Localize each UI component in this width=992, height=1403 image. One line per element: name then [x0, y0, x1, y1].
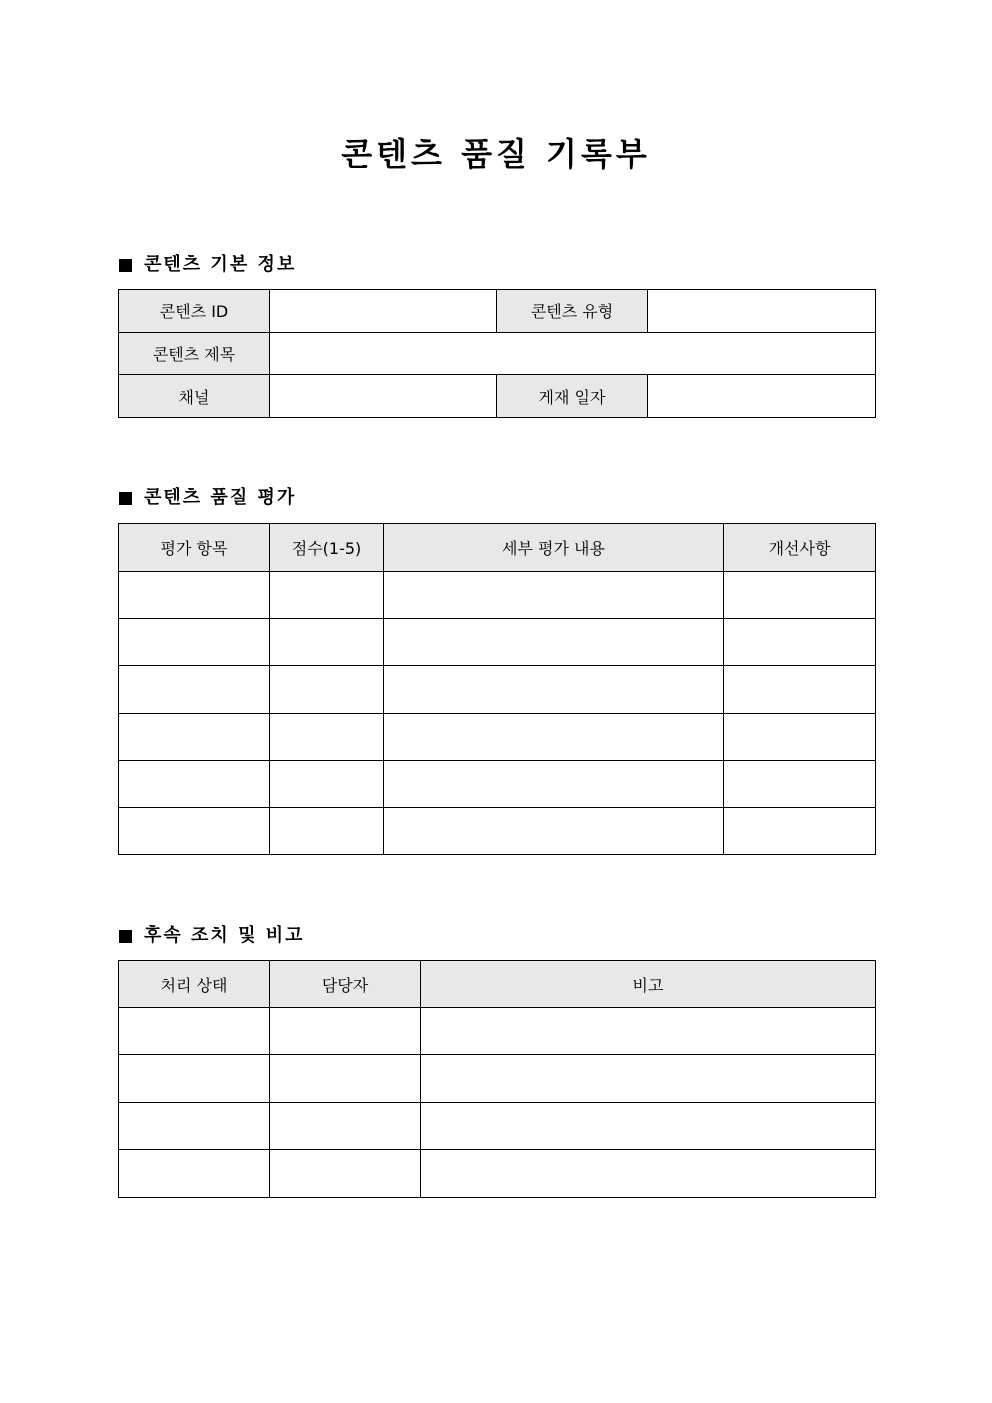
cell-detail[interactable]	[384, 760, 724, 807]
document-title: 콘텐츠 품질 기록부	[341, 135, 651, 173]
cell-eval-item[interactable]	[119, 760, 270, 807]
table-row	[119, 1055, 876, 1102]
square-bullet-icon	[119, 930, 132, 943]
column-header-improvement: 개선사항	[724, 524, 876, 572]
section-heading-label: 콘텐츠 기본 정보	[144, 254, 297, 275]
field-content-type[interactable]	[648, 290, 876, 333]
section-heading-basic-info	[119, 253, 296, 277]
table-row	[119, 290, 876, 333]
cell-remarks[interactable]	[421, 1102, 876, 1149]
cell-status[interactable]	[119, 1150, 270, 1197]
cell-improvement[interactable]	[724, 713, 876, 760]
table-row	[119, 713, 876, 760]
cell-detail[interactable]	[384, 807, 724, 854]
column-header-assignee: 담당자	[270, 961, 421, 1008]
field-channel[interactable]	[270, 375, 497, 418]
cell-assignee[interactable]	[270, 1150, 421, 1197]
table-row	[119, 572, 876, 619]
table-row	[119, 807, 876, 854]
field-publish-date[interactable]	[648, 375, 876, 418]
table-header-row	[119, 961, 876, 1008]
table-row	[119, 666, 876, 713]
cell-improvement[interactable]	[724, 760, 876, 807]
label-content-id: 콘텐츠 ID	[119, 290, 270, 333]
table-row	[119, 375, 876, 418]
section-heading-follow-up	[119, 924, 305, 948]
column-header-detail: 세부 평가 내용	[384, 524, 724, 572]
table-header-row	[119, 524, 876, 572]
cell-improvement[interactable]	[724, 619, 876, 666]
column-header-remarks: 비고	[421, 961, 876, 1008]
square-bullet-icon	[119, 259, 132, 272]
cell-score[interactable]	[270, 572, 384, 619]
cell-remarks[interactable]	[421, 1055, 876, 1102]
cell-score[interactable]	[270, 666, 384, 713]
cell-improvement[interactable]	[724, 807, 876, 854]
cell-status[interactable]	[119, 1055, 270, 1102]
cell-remarks[interactable]	[421, 1008, 876, 1055]
cell-detail[interactable]	[384, 713, 724, 760]
label-content-type: 콘텐츠 유형	[497, 290, 648, 333]
table-row	[119, 1008, 876, 1055]
cell-score[interactable]	[270, 760, 384, 807]
cell-score[interactable]	[270, 619, 384, 666]
section-heading-label: 콘텐츠 품질 평가	[144, 487, 297, 508]
section-heading-label: 후속 조치 및 비고	[144, 925, 305, 946]
field-content-id[interactable]	[270, 290, 497, 333]
column-header-score: 점수(1-5)	[270, 524, 384, 572]
section-heading-quality-eval	[119, 486, 296, 510]
basic-info-table	[118, 289, 876, 418]
label-content-title: 콘텐츠 제목	[119, 332, 270, 375]
field-content-title[interactable]	[270, 332, 876, 375]
cell-eval-item[interactable]	[119, 713, 270, 760]
column-header-eval-item: 평가 항목	[119, 524, 270, 572]
label-channel: 채널	[119, 375, 270, 418]
table-row	[119, 619, 876, 666]
table-row	[119, 1102, 876, 1149]
column-header-status: 처리 상태	[119, 961, 270, 1008]
cell-improvement[interactable]	[724, 666, 876, 713]
cell-assignee[interactable]	[270, 1055, 421, 1102]
cell-assignee[interactable]	[270, 1102, 421, 1149]
table-row	[119, 332, 876, 375]
cell-detail[interactable]	[384, 619, 724, 666]
quality-eval-table	[118, 523, 876, 855]
cell-status[interactable]	[119, 1102, 270, 1149]
square-bullet-icon	[119, 492, 132, 505]
cell-remarks[interactable]	[421, 1150, 876, 1197]
cell-eval-item[interactable]	[119, 666, 270, 713]
cell-eval-item[interactable]	[119, 619, 270, 666]
cell-status[interactable]	[119, 1008, 270, 1055]
cell-score[interactable]	[270, 807, 384, 854]
cell-eval-item[interactable]	[119, 807, 270, 854]
follow-up-table	[118, 960, 876, 1198]
table-row	[119, 760, 876, 807]
cell-improvement[interactable]	[724, 572, 876, 619]
cell-detail[interactable]	[384, 572, 724, 619]
cell-assignee[interactable]	[270, 1008, 421, 1055]
cell-score[interactable]	[270, 713, 384, 760]
cell-eval-item[interactable]	[119, 572, 270, 619]
label-publish-date: 게재 일자	[497, 375, 648, 418]
table-row	[119, 1150, 876, 1197]
cell-detail[interactable]	[384, 666, 724, 713]
